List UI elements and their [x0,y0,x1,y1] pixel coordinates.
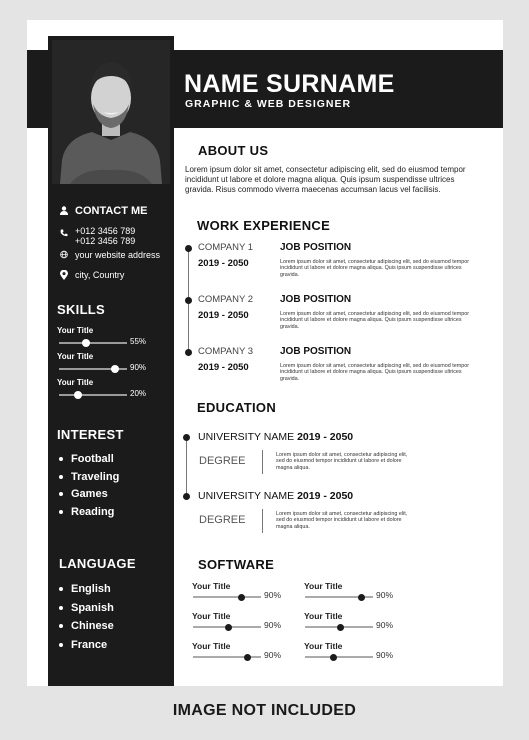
education-description: Lorem ipsum dolor sit amet, consectetur adipiscing elit, sed do eiusmod tempor incididunt ut labore et dolore magna aliqua. [276,511,408,530]
job-description: Lorem ipsum dolor sit amet, consectetur adipiscing elit, sed do eiusmod tempor incididunt ut labore et dolore magna aliqua. Quis ipsum suspendisse ultrices gravida. [280,259,470,278]
software-title: Your Title [192,611,231,621]
about-heading: ABOUT US [198,143,269,158]
software-slider[interactable] [193,656,261,658]
language-heading: LANGUAGE [59,556,136,571]
software-slider-handle[interactable] [337,624,344,631]
software-slider[interactable] [193,596,261,598]
job-position: JOB POSITION [280,346,352,357]
bullet-dot [59,475,63,479]
software-value: 90% [376,650,394,660]
skill-title: Your Title [57,352,94,361]
education-separator [262,450,263,474]
university-row [198,490,353,502]
contact-heading: CONTACT ME [75,205,148,217]
software-title: Your Title [192,641,231,651]
phone-icon [60,229,68,237]
skills-heading: SKILLS [57,302,106,317]
image-not-included-caption: IMAGE NOT INCLUDED [172,702,357,719]
education-separator [262,509,263,533]
person-silhouette-icon [52,40,170,184]
skill-slider[interactable] [59,394,127,396]
education-years: 2019 - 2050 [297,431,354,443]
bullet-dot [59,510,63,514]
phone-number-2[interactable]: +012 3456 789 [75,236,136,246]
work-heading: WORK EXPERIENCE [197,218,331,233]
bullet-dot [59,643,63,647]
bullet-dot [59,492,63,496]
university-name: UNIVERSITY NAME [198,431,295,443]
software-title: Your Title [304,611,343,621]
company-name: COMPANY 2 [198,294,254,305]
company-name: COMPANY 3 [198,346,254,357]
work-years: 2019 - 2050 [198,362,249,373]
software-slider[interactable] [305,626,373,628]
skill-title: Your Title [57,378,94,387]
bullet-dot [59,587,63,591]
job-position: JOB POSITION [280,294,352,305]
contact-phone-row [60,226,135,246]
language-item [59,583,111,595]
software-slider-handle[interactable] [358,594,365,601]
user-icon [60,206,68,215]
job-position: JOB POSITION [280,242,352,253]
skill-value: 20% [130,389,147,398]
education-years: 2019 - 2050 [297,490,354,502]
education-heading: EDUCATION [197,400,277,415]
phone-number-1[interactable]: +012 3456 789 [75,226,136,236]
work-years: 2019 - 2050 [198,310,249,321]
bullet-dot [59,457,63,461]
job-description: Lorem ipsum dolor sit amet, consectetur adipiscing elit, sed do eiusmod tempor incididunt ut labore et dolore magna aliqua. Quis ipsum suspendisse ultrices gravida. [280,363,470,382]
interest-item [59,488,108,500]
work-years: 2019 - 2050 [198,258,249,269]
skill-slider-handle[interactable] [74,391,82,399]
job-title: GRAPHIC & WEB DESIGNER [185,98,352,110]
software-slider-handle[interactable] [225,624,232,631]
interest-item [59,471,119,483]
job-description: Lorem ipsum dolor sit amet, consectetur adipiscing elit, sed do eiusmod tempor incididunt ut labore et dolore magna aliqua. Quis ipsum suspendisse ultrices gravida. [280,311,470,330]
software-value: 90% [264,620,282,630]
interest-item [59,506,114,518]
software-slider-handle[interactable] [244,654,251,661]
full-name: NAME SURNAME [184,70,395,98]
skill-value: 90% [130,363,147,372]
skill-slider[interactable] [59,342,127,344]
about-text: Lorem ipsum dolor sit amet, consectetur adipiscing elit, sed do eiusmod tempor incididunt ut labore et dolore magna aliqua. Quis ipsum suspendisse ultrices gravida. Risus commodo viverra maecenas accumsan lacus vel facilisis. [185,165,466,194]
education-timeline-dot [183,493,190,500]
interest-label: Football [71,453,114,465]
contact-heading-row [60,206,148,216]
location-text: city, Country [75,270,125,280]
software-slider[interactable] [305,596,373,598]
work-timeline-dot [185,349,192,356]
company-name: COMPANY 1 [198,242,254,253]
skill-slider[interactable] [59,368,127,370]
interest-heading: INTEREST [57,427,124,442]
language-item [59,639,107,651]
language-label: France [71,638,108,651]
software-value: 90% [376,590,394,600]
interest-label: Reading [71,505,115,518]
location-pin-icon [60,270,68,280]
degree-label: DEGREE [199,455,246,467]
profile-photo [52,40,170,184]
contact-website-row [60,250,160,260]
language-label: English [71,583,111,595]
software-value: 90% [376,620,394,630]
software-heading: SOFTWARE [198,557,275,572]
university-row [198,431,353,443]
software-title: Your Title [304,581,343,591]
software-slider-handle[interactable] [330,654,337,661]
language-item [59,602,114,614]
interest-label: Games [71,488,108,500]
education-timeline-line [186,437,187,497]
education-timeline-dot [183,434,190,441]
software-slider-handle[interactable] [238,594,245,601]
bullet-dot [59,606,63,610]
skill-title: Your Title [57,326,94,335]
contact-location-row [60,270,124,280]
software-slider[interactable] [193,626,261,628]
software-value: 90% [264,590,282,600]
work-timeline-dot [185,245,192,252]
work-timeline-dot [185,297,192,304]
language-label: Spanish [71,601,114,614]
degree-label: DEGREE [199,514,246,526]
bullet-dot [59,624,63,628]
language-label: Chinese [71,620,114,632]
interest-label: Traveling [71,470,120,483]
globe-icon [60,250,68,259]
skill-value: 55% [130,337,147,346]
software-title: Your Title [192,581,231,591]
interest-item [59,453,114,465]
language-item [59,620,114,632]
education-description: Lorem ipsum dolor sit amet, consectetur adipiscing elit, sed do eiusmod tempor incididunt ut labore et dolore magna aliqua. [276,452,408,471]
website-link[interactable]: your website address [75,250,161,260]
university-name: UNIVERSITY NAME [198,490,295,502]
software-title: Your Title [304,641,343,651]
software-value: 90% [264,650,282,660]
software-slider[interactable] [305,656,373,658]
